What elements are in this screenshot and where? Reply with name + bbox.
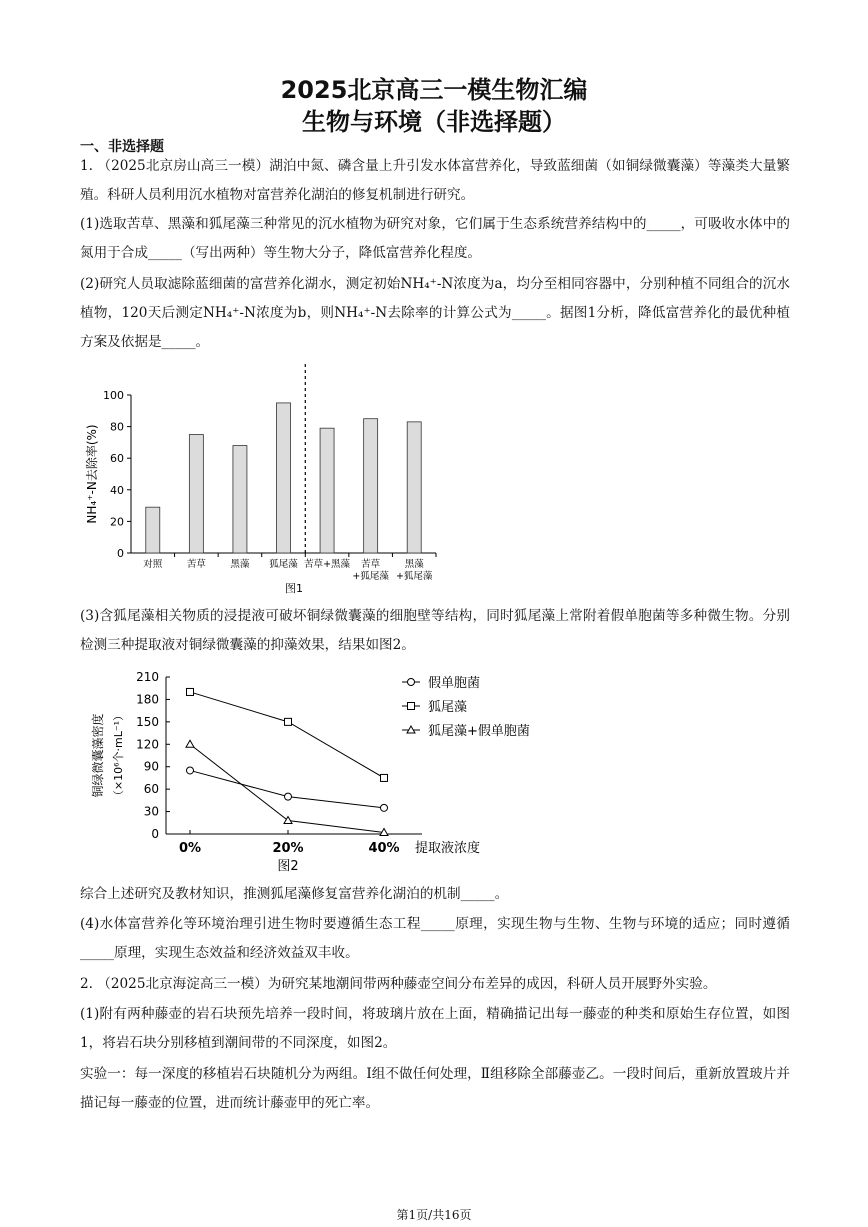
x-tick-label: 0%	[178, 841, 202, 856]
bar	[320, 428, 334, 553]
y-axis-label: NH₄⁺-N去除率(%)	[85, 424, 99, 524]
x-tick-label: 黑藻	[404, 559, 424, 570]
triangle-marker	[186, 740, 194, 747]
y-tick-label: 40	[110, 483, 124, 497]
series-line	[190, 692, 384, 778]
page-subtitle: 生物与环境（非选择题）	[302, 108, 566, 136]
circle-marker	[187, 767, 194, 774]
q1-part2: (2)研究人员取滤除蓝细菌的富营养化湖水，测定初始NH₄⁺-N浓度为a，均分至相同容器中，分别种植不同组合的沉水植物，120天后测定NH₄⁺-N浓度为b，则NH₄⁺-N去除率的计算公式为_____。据图1分析，降低富营养化的最优种植方案及依据是_____。	[80, 276, 790, 350]
q2-experiment1: 实验一：每一深度的移植岩石块随机分为两组。Ⅰ组不做任何处理，Ⅱ组移除全部藤壶乙。一段时间后，重新放置玻片并描记每一藤壶的位置，进而统计藤壶甲的死亡率。	[80, 1066, 790, 1111]
square-marker	[285, 718, 292, 725]
y-tick-label: 60	[143, 782, 159, 797]
page-footer: 第1页/共16页	[396, 1208, 472, 1222]
q1-intro: 1. （2025北京房山高三一模）湖泊中氮、磷含量上升引发水体富营养化，导致蓝细菌（如铜绿微囊藻）等藻类大量繁殖。科研人员利用沉水植物对富营养化湖泊的修复机制进行研究。	[80, 158, 790, 203]
y-tick-label: 0	[151, 827, 159, 841]
y-axis-unit-label: （×10⁶个·mL⁻¹）	[112, 709, 125, 802]
y-tick-label: 90	[143, 759, 159, 774]
x-tick-label: 对照	[143, 559, 163, 570]
bar	[189, 435, 203, 554]
x-tick-label: +狐尾藻	[352, 571, 389, 582]
y-tick-label: 0	[117, 547, 124, 560]
q2-part1: (1)附有两种藤壶的岩石块预先培养一段时间，将玻璃片放在上面，精确描记出每一藤壶的种类和原始生存位置，如图1，将岩石块分别移植到潮间带的不同深度，如图2。	[80, 1006, 790, 1051]
y-tick-label: 180	[136, 692, 159, 707]
circle-marker	[408, 679, 415, 686]
circle-marker	[381, 804, 388, 811]
x-tick-label: 40%	[368, 841, 400, 856]
legend-label: 假单胞菌	[428, 676, 481, 691]
x-tick-label: +狐尾藻	[395, 571, 433, 582]
y-tick-label: 30	[143, 804, 159, 819]
q1-part3-question: 综合上述研究及教材知识，推测狐尾藻修复富营养化湖泊的机制_____。	[80, 886, 509, 902]
figure-2-line-chart	[80, 664, 560, 876]
bar	[364, 419, 378, 553]
q1-part4: (4)水体富营养化等环境治理引进生物时要遵循生态工程_____原理，实现生物与生物、生物与环境的适应；同时遵循_____原理，实现生态效益和经济效益双丰收。	[80, 916, 790, 961]
x-tick-label: 20%	[272, 841, 304, 856]
x-tick-label: 苦草	[361, 559, 381, 570]
x-tick-label: 苦草+黑藻	[304, 559, 351, 570]
figure-caption: 图1	[285, 582, 303, 595]
bar	[233, 446, 247, 553]
square-marker	[381, 774, 388, 781]
x-tick-label: 狐尾藻	[269, 559, 298, 570]
x-axis-label: 提取液浓度	[415, 841, 481, 856]
figure-caption: 图2	[277, 859, 299, 874]
y-tick-label: 80	[110, 420, 124, 434]
circle-marker	[285, 793, 292, 800]
q2-intro: 2. （2025北京海淀高三一模）为研究某地潮间带两种藤壶空间分布差异的成因，科研人员开展野外实验。	[80, 976, 717, 992]
y-tick-label: 20	[110, 515, 124, 529]
legend-label: 狐尾藻+假单胞菌	[428, 724, 530, 739]
y-axis-label: 铜绿微囊藻密度	[91, 713, 105, 798]
square-marker	[408, 703, 415, 710]
bar	[277, 403, 291, 553]
legend-label: 狐尾藻	[428, 700, 468, 715]
page-title: 2025北京高三一模生物汇编	[280, 76, 588, 104]
square-marker	[187, 688, 194, 695]
y-tick-label: 100	[103, 389, 124, 402]
figure-1-bar-chart	[80, 362, 460, 602]
x-tick-label: 苦草	[186, 559, 206, 570]
y-tick-label: 150	[136, 714, 159, 729]
series-line	[190, 770, 384, 807]
y-tick-label: 120	[136, 737, 159, 752]
x-tick-label: 黑藻	[230, 559, 250, 570]
bar	[407, 422, 421, 553]
y-tick-label: 60	[110, 452, 124, 466]
q1-part3: (3)含狐尾藻相关物质的浸提液可破坏铜绿微囊藻的细胞壁等结构，同时狐尾藻上常附着假单胞菌等多种微生物。分别检测三种提取液对铜绿微囊藻的抑藻效果，结果如图2。	[80, 608, 790, 653]
y-tick-label: 210	[136, 670, 159, 684]
q1-part1: (1)选取苦草、黑藻和狐尾藻三种常见的沉水植物为研究对象，它们属于生态系统营养结构中的_____，可吸收水体中的氮用于合成_____（写出两种）等生物大分子，降低富营养化程度。	[80, 216, 790, 261]
section-heading: 一、非选择题	[80, 139, 164, 155]
bar	[146, 507, 160, 553]
triangle-marker	[284, 817, 292, 824]
